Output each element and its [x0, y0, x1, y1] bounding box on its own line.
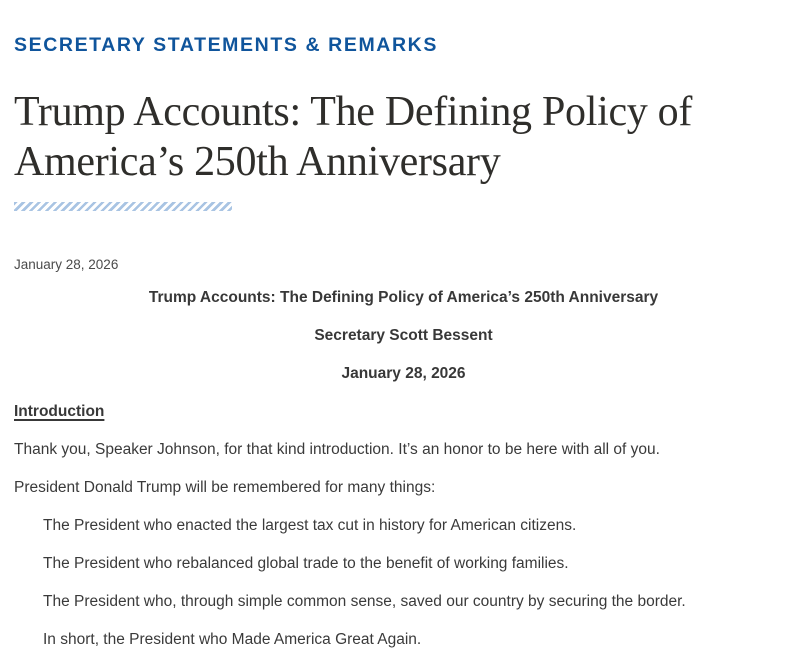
- paragraph: Thank you, Speaker Johnson, for that kind introduction. It’s an honor to be here with all of you.: [14, 440, 660, 458]
- speech-date-line: January 28, 2026: [341, 364, 466, 382]
- page-title: Trump Accounts: The Defining Policy of America’s 250th Anniversary: [14, 89, 693, 186]
- hatched-divider: [14, 202, 232, 211]
- paragraph: President Donald Trump will be remembered for many things:: [14, 478, 436, 496]
- eyebrow-category-link[interactable]: SECRETARY STATEMENTS & REMARKS: [14, 34, 438, 56]
- indented-paragraph: The President who enacted the largest tax cut in history for American citizens.: [43, 516, 577, 534]
- indented-paragraph: The President who rebalanced global trade to the benefit of working families.: [43, 554, 569, 572]
- article-date: January 28, 2026: [14, 257, 119, 273]
- speech-title-line: Trump Accounts: The Defining Policy of America’s 250th Anniversary: [148, 288, 659, 306]
- indented-paragraph: The President who, through simple common sense, saved our country by securing the border.: [43, 592, 686, 610]
- speech-speaker-line: Secretary Scott Bessent: [314, 326, 493, 344]
- section-heading-introduction: Introduction: [14, 402, 105, 420]
- indented-paragraph: In short, the President who Made America Great Again.: [43, 630, 422, 648]
